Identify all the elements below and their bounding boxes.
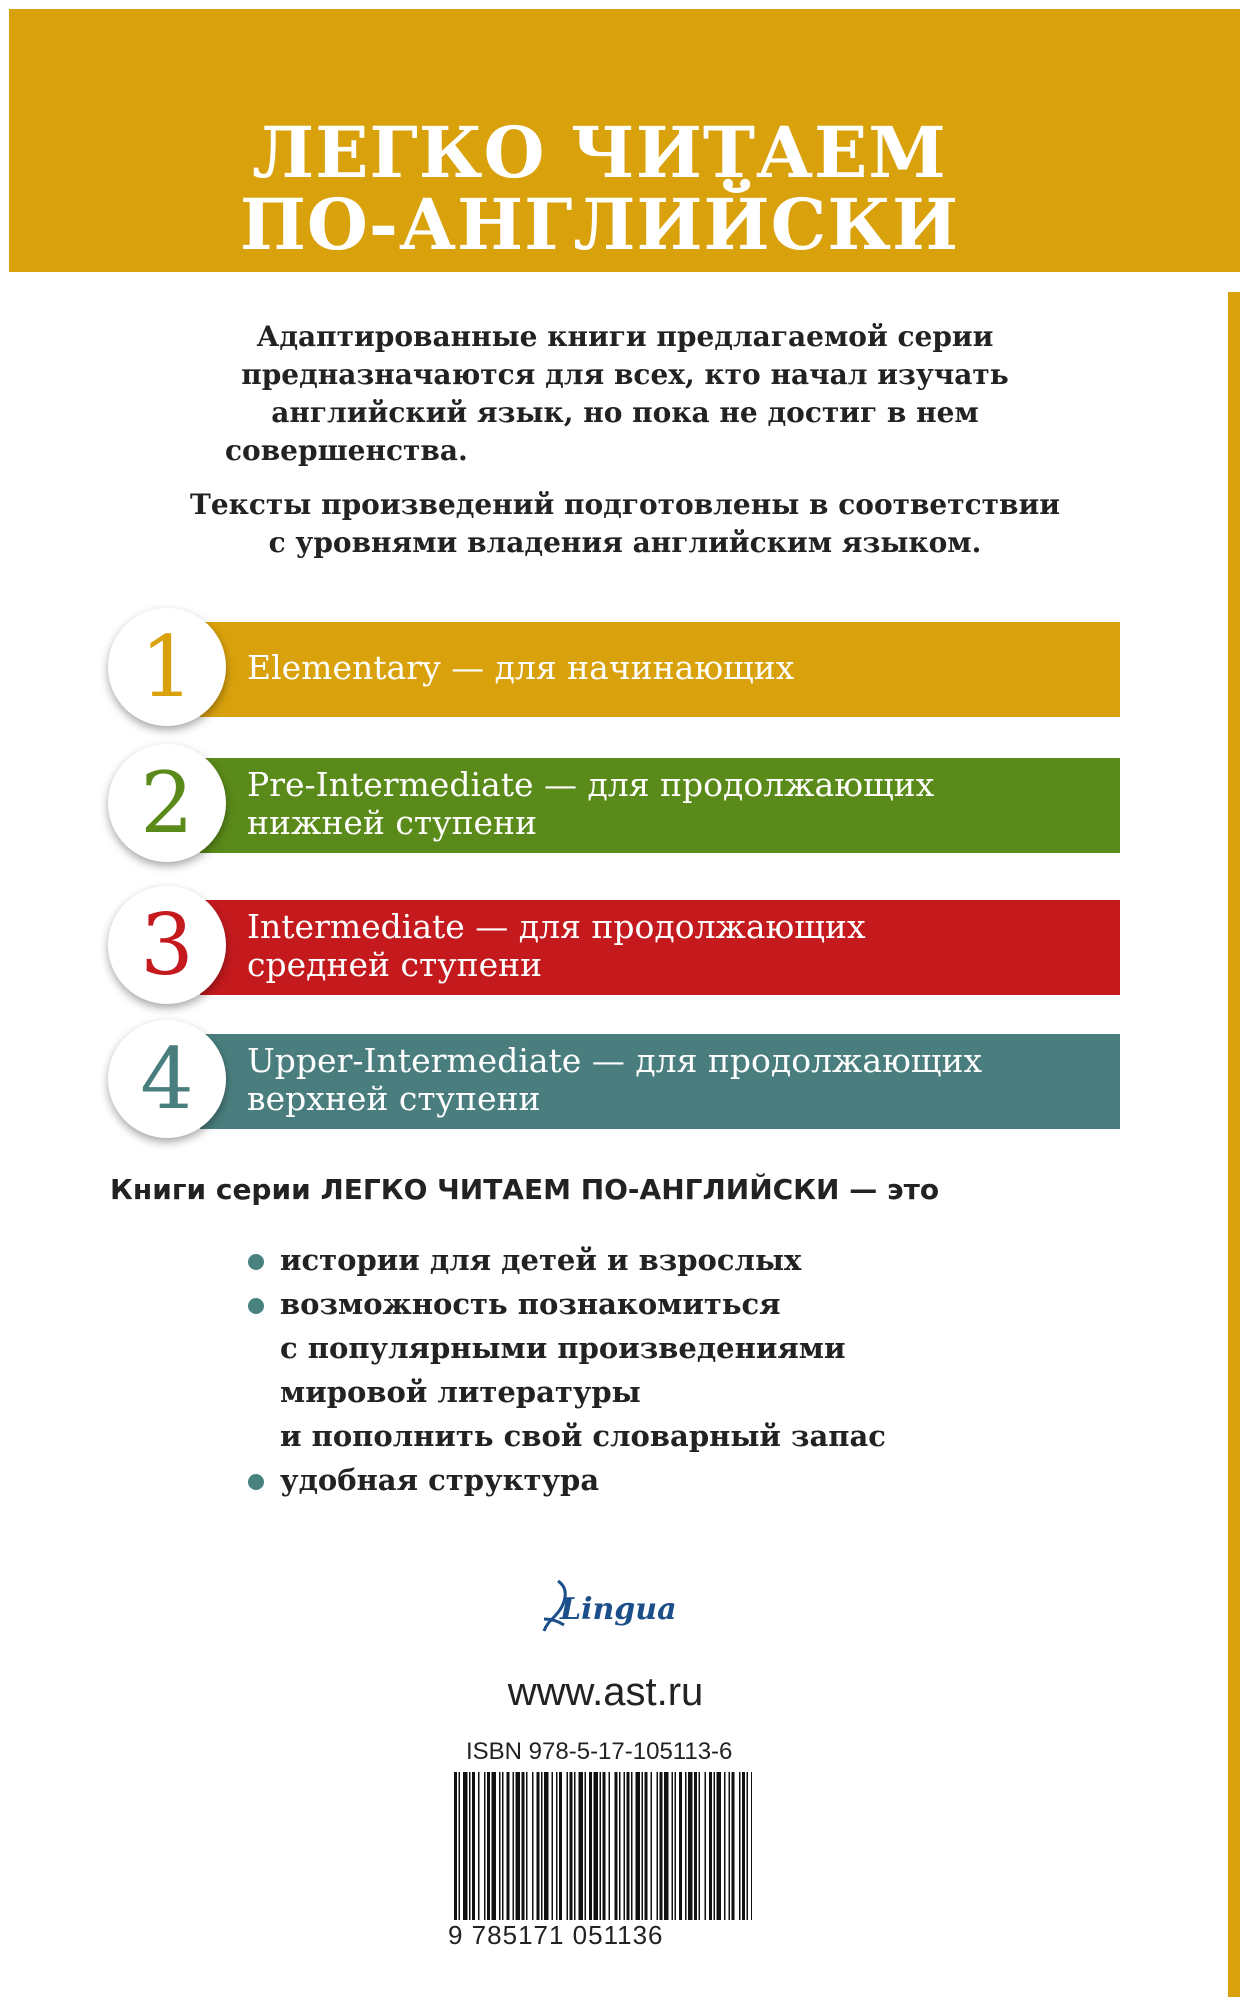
- intro-line: с уровнями владения английским языком.: [268, 526, 982, 559]
- barcode-bar: [472, 1772, 475, 1920]
- feature-item: [248, 1282, 1048, 1458]
- barcode-bar: [624, 1772, 626, 1920]
- title-banner: [9, 9, 1240, 272]
- feature-item: [248, 1238, 1048, 1282]
- level-description-line: Upper-Intermediate — для продолжающих: [247, 1041, 983, 1080]
- barcode-bar: [579, 1772, 584, 1920]
- intro-line: предназначаются для всех, кто начал изучать: [241, 358, 1009, 391]
- series-title: [9, 111, 1240, 266]
- feature-line: возможность познакомиться: [280, 1287, 781, 1321]
- barcode-bar: [469, 1772, 471, 1920]
- barcode-bar: [694, 1772, 697, 1920]
- barcode-bar: [532, 1772, 534, 1920]
- lingua-logo: [530, 1575, 680, 1635]
- barcode-bar: [679, 1772, 682, 1920]
- barcode-bar: [642, 1772, 644, 1920]
- level-description-line: верхней ступени: [247, 1079, 541, 1118]
- bullet-icon: [248, 1298, 264, 1314]
- intro-paragraph-2: [150, 486, 1100, 562]
- barcode-bar: [541, 1772, 543, 1920]
- feature-line: удобная структура: [280, 1463, 600, 1497]
- barcode-bar: [739, 1772, 741, 1920]
- level-row-3: [0, 882, 1251, 1002]
- barcode-bar: [619, 1772, 621, 1920]
- barcode-bar: [499, 1772, 501, 1920]
- level-row-4: [0, 1016, 1251, 1136]
- barcode-bar: [478, 1772, 480, 1920]
- barcode-bar: [603, 1772, 606, 1920]
- barcode-bar: [660, 1772, 663, 1920]
- level-number-badge: 4: [108, 1020, 226, 1138]
- barcode-bar: [526, 1772, 528, 1920]
- barcode-bar: [459, 1772, 461, 1920]
- series-title-line1: ЛЕГКО ЧИТАЕМ: [252, 111, 947, 194]
- barcode-bar: [714, 1772, 716, 1920]
- website-url: www.ast.ru: [507, 1670, 704, 1714]
- barcode-bar: [537, 1772, 540, 1920]
- barcode-bar: [522, 1772, 525, 1920]
- level-description-line: Elementary — для начинающих: [247, 648, 795, 687]
- barcode-bar: [631, 1772, 633, 1920]
- barcode-bar: [502, 1772, 504, 1920]
- barcode-bar: [717, 1772, 722, 1920]
- barcode-bar: [544, 1772, 549, 1920]
- intro-line: Тексты произведений подготовлены в соответствии: [190, 488, 1060, 521]
- barcode-bar: [516, 1772, 521, 1920]
- barcode-bar: [657, 1772, 659, 1920]
- barcode-bar: [507, 1772, 510, 1920]
- barcode-bar: [567, 1772, 569, 1920]
- barcode-bar: [463, 1772, 468, 1920]
- barcode-bar: [747, 1772, 749, 1920]
- features-list: [248, 1238, 1048, 1502]
- side-accent-stripe: [1228, 292, 1240, 1997]
- barcode-bar: [585, 1772, 587, 1920]
- barcode-bar: [699, 1772, 701, 1920]
- barcode-bar: [651, 1772, 653, 1920]
- level-number-badge: 2: [108, 744, 226, 862]
- intro-line: Адаптированные книги предлагаемой серии: [256, 320, 994, 353]
- barcode-bar: [513, 1772, 515, 1920]
- barcode-bar: [732, 1772, 735, 1920]
- level-number-badge: 3: [108, 886, 226, 1004]
- barcode: [454, 1772, 752, 1920]
- barcode-bar: [492, 1772, 497, 1920]
- barcode-bar: [552, 1772, 554, 1920]
- barcode-bar: [609, 1772, 611, 1920]
- feature-line: мировой литературы: [280, 1375, 641, 1409]
- barcode-bar: [751, 1772, 752, 1920]
- barcode-bar: [742, 1772, 745, 1920]
- intro-line: английский язык, но пока не достиг в нем: [271, 396, 979, 429]
- level-description-line: Intermediate — для продолжающих: [247, 907, 866, 946]
- feature-line: с популярными произведениями: [280, 1331, 846, 1365]
- barcode-bar: [724, 1772, 726, 1920]
- feature-item: [248, 1458, 1048, 1502]
- level-description-line: нижней ступени: [247, 803, 538, 842]
- barcode-bar: [675, 1772, 677, 1920]
- barcode-bar: [487, 1772, 490, 1920]
- barcode-bar: [484, 1772, 486, 1920]
- level-number-badge: 1: [108, 608, 226, 726]
- level-row-2: [0, 740, 1251, 860]
- barcode-bar: [645, 1772, 648, 1920]
- bullet-icon: [248, 1254, 264, 1270]
- intro-paragraph-1: [150, 318, 1100, 470]
- level-description: [247, 1042, 1107, 1118]
- barcode-bar: [729, 1772, 731, 1920]
- barcode-bar: [556, 1772, 558, 1920]
- isbn-number: ISBN 978-5-17-105113-6: [466, 1738, 733, 1765]
- barcode-bar: [574, 1772, 576, 1920]
- barcode-bar: [664, 1772, 669, 1920]
- feature-line: и пополнить свой словарный запас: [280, 1419, 886, 1453]
- barcode-bar: [594, 1772, 599, 1920]
- barcode-bar: [600, 1772, 602, 1920]
- barcode-bar: [672, 1772, 674, 1920]
- barcode-bar: [709, 1772, 712, 1920]
- barcode-bar: [688, 1772, 693, 1920]
- series-description: Книги серии ЛЕГКО ЧИТАЕМ ПО-АНГЛИЙСКИ — это: [110, 1173, 940, 1206]
- series-title-line2: ПО-АНГЛИЙСКИ: [239, 183, 960, 266]
- barcode-bar: [559, 1772, 562, 1920]
- level-description: [247, 908, 1107, 984]
- level-description-line: средней ступени: [247, 945, 543, 984]
- barcode-bar: [705, 1772, 707, 1920]
- level-description: [247, 766, 1107, 842]
- barcode-bar: [454, 1772, 457, 1920]
- barcode-bar: [589, 1772, 592, 1920]
- level-description-line: Pre-Intermediate — для продолжающих: [247, 765, 935, 804]
- intro-line: совершенства.: [225, 434, 468, 467]
- barcode-bar: [685, 1772, 687, 1920]
- barcode-bar: [615, 1772, 618, 1920]
- logo-text: Lingua: [560, 1592, 677, 1627]
- level-row-1: [0, 604, 1251, 724]
- barcode-bar: [570, 1772, 573, 1920]
- barcode-bar: [627, 1772, 630, 1920]
- barcode-bar: [636, 1772, 641, 1920]
- feature-line: истории для детей и взрослых: [280, 1243, 802, 1277]
- barcode-digits: 9 785171 051136: [448, 1920, 664, 1950]
- level-description: [247, 649, 1107, 687]
- bullet-icon: [248, 1474, 264, 1490]
